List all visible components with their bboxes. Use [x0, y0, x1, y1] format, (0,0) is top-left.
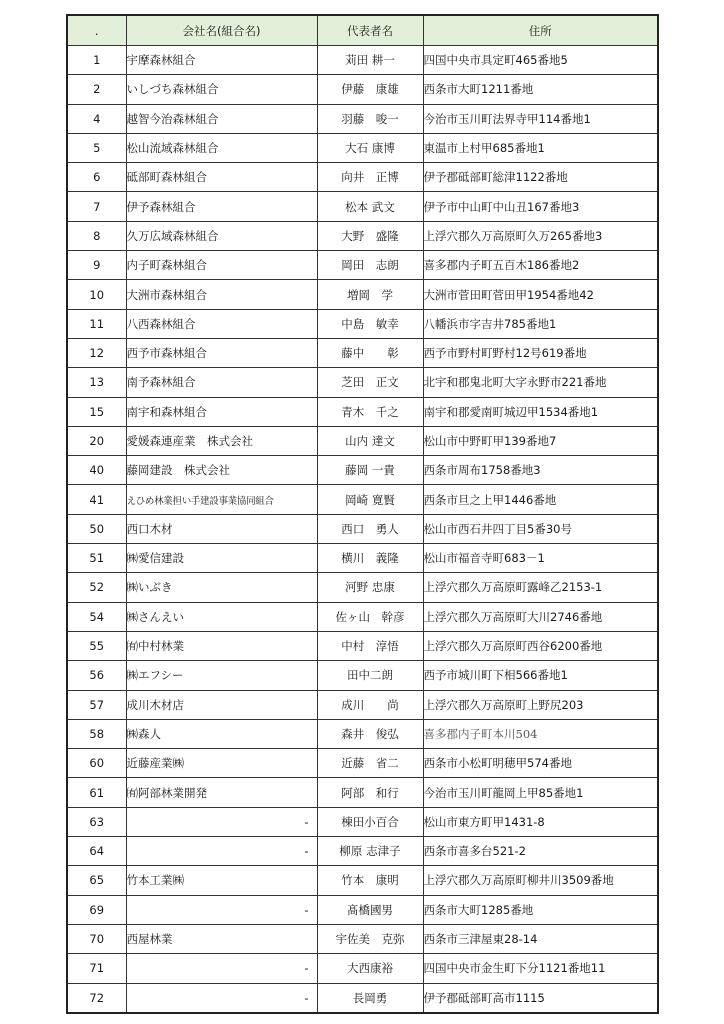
row-number: 57 — [67, 690, 126, 719]
address-cell: 西条市喜多台521-2 — [423, 837, 658, 866]
row-number: 40 — [67, 456, 126, 485]
table-body — [67, 46, 658, 1013]
table-row — [67, 807, 658, 836]
address-cell: 北宇和郡鬼北町大字永野市221番地 — [423, 368, 658, 397]
row-number: 1 — [67, 46, 126, 75]
row-number: 9 — [67, 251, 126, 280]
company-name-cell: ㈲中村林業 — [126, 631, 317, 660]
address-cell: 西条市大町1285番地 — [423, 895, 658, 924]
address-cell: 八幡浜市字吉井785番地1 — [423, 309, 658, 338]
row-number: 51 — [67, 544, 126, 573]
table-row — [67, 690, 658, 719]
table-row — [67, 75, 658, 104]
representative-cell: 山内 達文 — [317, 426, 423, 455]
address-cell: 西条市小松町明穂甲574番地 — [423, 749, 658, 778]
table-row — [67, 338, 658, 367]
company-name-cell: - — [126, 954, 317, 983]
address-cell: 松山市中野町甲139番地7 — [423, 426, 658, 455]
row-number: 15 — [67, 397, 126, 426]
row-number: 8 — [67, 221, 126, 250]
company-name-cell: 南宇和森林組合 — [126, 397, 317, 426]
row-number: 56 — [67, 661, 126, 690]
company-name-cell: - — [126, 837, 317, 866]
table-row — [67, 778, 658, 807]
table-row — [67, 895, 658, 924]
row-number: 41 — [67, 485, 126, 514]
address-cell: 上浮穴郡久万高原町久万265番地3 — [423, 221, 658, 250]
address-cell: 上浮穴郡久万高原町露峰乙2153-1 — [423, 573, 658, 602]
row-number: 5 — [67, 133, 126, 162]
row-number: 11 — [67, 309, 126, 338]
row-number: 71 — [67, 954, 126, 983]
address-cell: 伊予郡砥部町高市1115 — [423, 983, 658, 1013]
table-row — [67, 221, 658, 250]
table-row — [67, 192, 658, 221]
table-row — [67, 719, 658, 748]
representative-cell: 藤岡 一貴 — [317, 456, 423, 485]
representative-cell: 中村 淳悟 — [317, 631, 423, 660]
company-name-cell: ㈱いぶき — [126, 573, 317, 602]
representative-cell: 近藤 省二 — [317, 749, 423, 778]
row-number: 55 — [67, 631, 126, 660]
representative-cell: 横川 義隆 — [317, 544, 423, 573]
table-row — [67, 485, 658, 514]
header-number: . — [67, 15, 126, 46]
address-cell: 松山市西石井四丁目5番30号 — [423, 514, 658, 543]
company-name-cell: 西屋林業 — [126, 924, 317, 953]
representative-cell: 芝田 正文 — [317, 368, 423, 397]
representative-cell: 宇佐美 克弥 — [317, 924, 423, 953]
table-row — [67, 280, 658, 309]
representative-cell: 阿部 和行 — [317, 778, 423, 807]
table-row — [67, 368, 658, 397]
row-number: 60 — [67, 749, 126, 778]
address-cell: 喜多郡内子町本川504 — [423, 719, 658, 748]
company-name-cell: - — [126, 983, 317, 1013]
table-row — [67, 133, 658, 162]
address-cell: 四国中央市具定町465番地5 — [423, 46, 658, 75]
company-name-cell: 内子町森林組合 — [126, 251, 317, 280]
address-cell: 東温市上村甲685番地1 — [423, 133, 658, 162]
row-number: 4 — [67, 104, 126, 133]
row-number: 10 — [67, 280, 126, 309]
row-number: 64 — [67, 837, 126, 866]
company-name-cell: 南予森林組合 — [126, 368, 317, 397]
address-cell: 伊予郡砥部町総津1122番地 — [423, 163, 658, 192]
address-cell: 喜多郡内子町五百木186番地2 — [423, 251, 658, 280]
company-name-cell: ㈱エフシー — [126, 661, 317, 690]
row-number: 50 — [67, 514, 126, 543]
table-row — [67, 163, 658, 192]
company-name-cell: ㈲阿部林業開発 — [126, 778, 317, 807]
row-number: 61 — [67, 778, 126, 807]
representative-cell: 中島 敏幸 — [317, 309, 423, 338]
row-number: 54 — [67, 602, 126, 631]
address-cell: 松山市福音寺町683－1 — [423, 544, 658, 573]
representative-cell: 佐ヶ山 幹彦 — [317, 602, 423, 631]
row-number: 2 — [67, 75, 126, 104]
table-row — [67, 514, 658, 543]
company-name-cell: - — [126, 807, 317, 836]
address-cell: 西条市三津屋東28-14 — [423, 924, 658, 953]
company-name-cell: 愛媛森連産業 株式会社 — [126, 426, 317, 455]
company-name-cell: 西口木材 — [126, 514, 317, 543]
company-name-cell: 砥部町森林組合 — [126, 163, 317, 192]
header-row — [67, 15, 658, 46]
row-number: 65 — [67, 866, 126, 895]
address-cell: 西予市城川町下相566番地1 — [423, 661, 658, 690]
row-number: 69 — [67, 895, 126, 924]
address-cell: 西条市大町1211番地 — [423, 75, 658, 104]
company-name-cell: 西予市森林組合 — [126, 338, 317, 367]
table-row — [67, 837, 658, 866]
company-name-cell: 成川木材店 — [126, 690, 317, 719]
row-number: 58 — [67, 719, 126, 748]
header-address: 住所 — [423, 15, 658, 46]
row-number: 13 — [67, 368, 126, 397]
company-name-cell: ㈱愛信建設 — [126, 544, 317, 573]
table-row — [67, 251, 658, 280]
representative-cell: 伊藤 康雄 — [317, 75, 423, 104]
table-row — [67, 397, 658, 426]
representative-cell: 松本 武文 — [317, 192, 423, 221]
address-cell: 西条市周布1758番地3 — [423, 456, 658, 485]
representative-cell: 髙橋國男 — [317, 895, 423, 924]
address-cell: 大洲市菅田町菅田甲1954番地42 — [423, 280, 658, 309]
address-cell: 松山市東方町甲1431-8 — [423, 807, 658, 836]
representative-cell: 増岡 学 — [317, 280, 423, 309]
table-row — [67, 309, 658, 338]
address-cell: 伊予市中山町中山丑167番地3 — [423, 192, 658, 221]
address-cell: 上浮穴郡久万高原町大川2746番地 — [423, 602, 658, 631]
company-name-cell: 伊予森林組合 — [126, 192, 317, 221]
table-row — [67, 573, 658, 602]
row-number: 63 — [67, 807, 126, 836]
representative-cell: 青木 千之 — [317, 397, 423, 426]
company-name-cell: いしづち森林組合 — [126, 75, 317, 104]
row-number: 70 — [67, 924, 126, 953]
company-name-cell: 近藤産業㈱ — [126, 749, 317, 778]
representative-cell: 竹本 康明 — [317, 866, 423, 895]
row-number: 6 — [67, 163, 126, 192]
representative-cell: 苅田 耕一 — [317, 46, 423, 75]
address-cell: 四国中央市金生町下分1121番地11 — [423, 954, 658, 983]
table-row — [67, 661, 658, 690]
row-number: 20 — [67, 426, 126, 455]
table-row — [67, 602, 658, 631]
table-row — [67, 46, 658, 75]
table-row — [67, 954, 658, 983]
company-name-cell: 越智今治森林組合 — [126, 104, 317, 133]
company-name-cell: ㈱さんえい — [126, 602, 317, 631]
representative-cell: 大石 康博 — [317, 133, 423, 162]
address-cell: 上浮穴郡久万高原町西谷6200番地 — [423, 631, 658, 660]
representative-cell: 羽藤 唆一 — [317, 104, 423, 133]
address-cell: 上浮穴郡久万高原町柳井川3509番地 — [423, 866, 658, 895]
address-cell: 今治市玉川町法界寺甲114番地1 — [423, 104, 658, 133]
representative-cell: 長岡勇 — [317, 983, 423, 1013]
address-cell: 今治市玉川町龍岡上甲85番地1 — [423, 778, 658, 807]
representative-cell: 大西康裕 — [317, 954, 423, 983]
representative-cell: 田中二朗 — [317, 661, 423, 690]
table-row — [67, 866, 658, 895]
company-name-cell: えひめ林業担い手建設事業協同組合 — [126, 485, 317, 514]
representative-cell: 岡崎 寛賢 — [317, 485, 423, 514]
address-cell: 西条市旦之上甲1446番地 — [423, 485, 658, 514]
table-row — [67, 749, 658, 778]
company-name-cell: - — [126, 895, 317, 924]
company-name-cell: 松山流域森林組合 — [126, 133, 317, 162]
representative-cell: 向井 正博 — [317, 163, 423, 192]
address-cell: 西予市野村町野村12号619番地 — [423, 338, 658, 367]
table-row — [67, 983, 658, 1013]
table-row — [67, 544, 658, 573]
company-name-cell: 八西森林組合 — [126, 309, 317, 338]
address-cell: 南宇和郡愛南町城辺甲1534番地1 — [423, 397, 658, 426]
company-roster-table — [66, 14, 659, 1014]
row-number: 7 — [67, 192, 126, 221]
header-representative: 代表者名 — [317, 15, 423, 46]
company-name-cell: ㈱森人 — [126, 719, 317, 748]
table-row — [67, 631, 658, 660]
representative-cell: 成川 尚 — [317, 690, 423, 719]
company-name-cell: 大洲市森林組合 — [126, 280, 317, 309]
table-row — [67, 456, 658, 485]
company-name-cell: 久万広域森林組合 — [126, 221, 317, 250]
table-row — [67, 924, 658, 953]
company-name-cell: 竹本工業㈱ — [126, 866, 317, 895]
representative-cell: 棟田小百合 — [317, 807, 423, 836]
row-number: 72 — [67, 983, 126, 1013]
row-number: 12 — [67, 338, 126, 367]
representative-cell: 柳原 志津子 — [317, 837, 423, 866]
table-row — [67, 104, 658, 133]
representative-cell: 森井 俊弘 — [317, 719, 423, 748]
representative-cell: 河野 忠康 — [317, 573, 423, 602]
table-header — [67, 15, 658, 46]
representative-cell: 藤中 彰 — [317, 338, 423, 367]
header-company-name: 会社名(組合名) — [126, 15, 317, 46]
representative-cell: 西口 勇人 — [317, 514, 423, 543]
company-name-cell: 藤岡建設 株式会社 — [126, 456, 317, 485]
company-name-cell: 宇摩森林組合 — [126, 46, 317, 75]
table-row — [67, 426, 658, 455]
representative-cell: 岡田 志朗 — [317, 251, 423, 280]
row-number: 52 — [67, 573, 126, 602]
address-cell: 上浮穴郡久万高原町上野尻203 — [423, 690, 658, 719]
representative-cell: 大野 盛隆 — [317, 221, 423, 250]
